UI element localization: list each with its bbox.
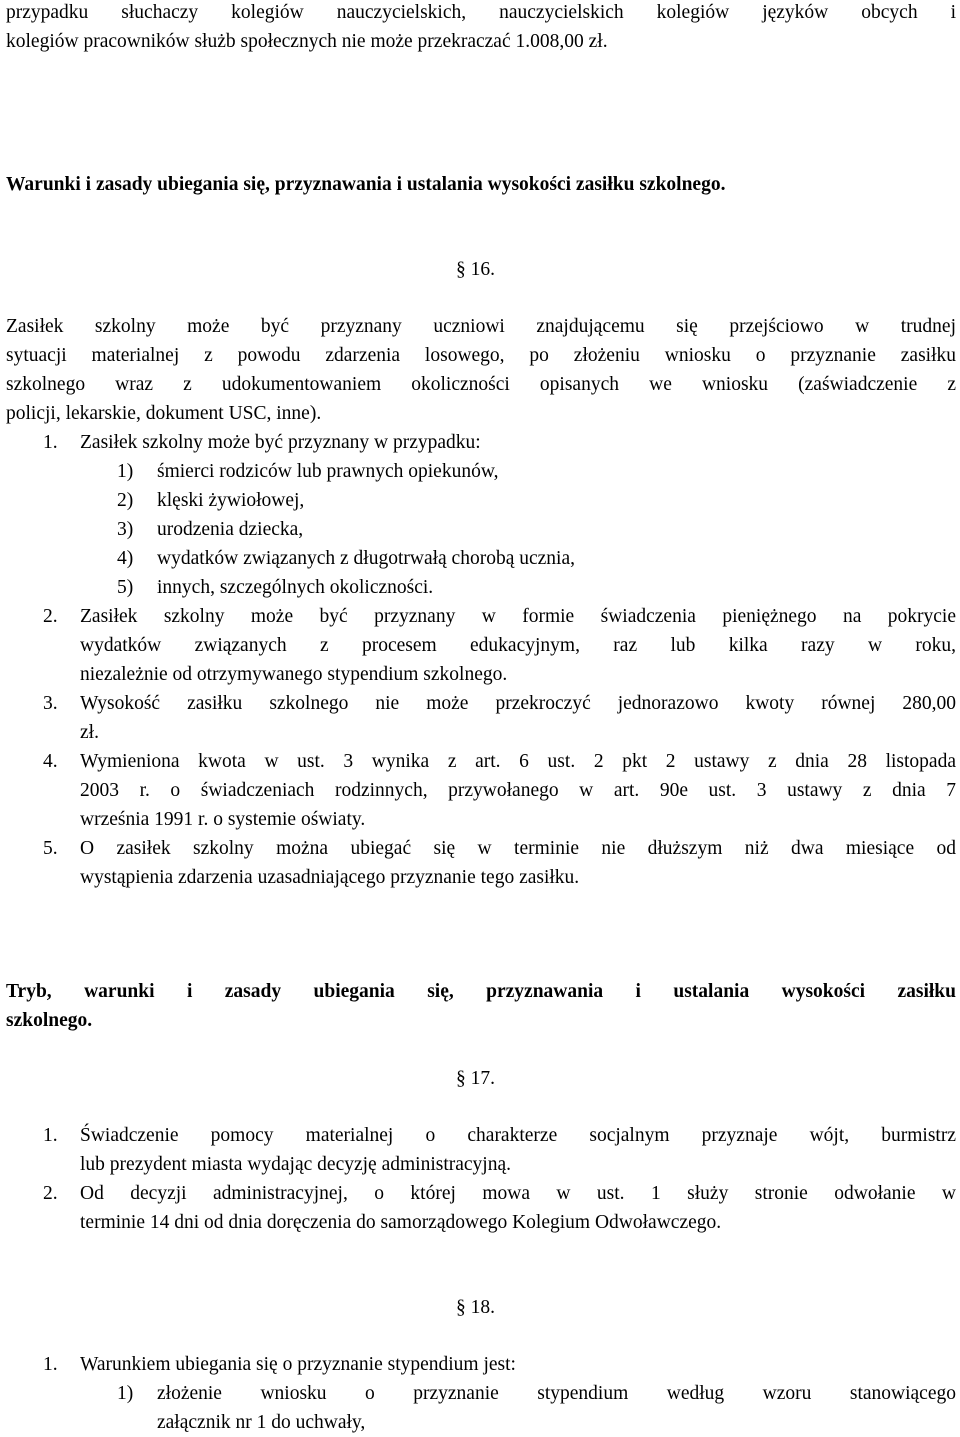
sublist-number: 4) — [117, 548, 134, 569]
paragraph-mark-18: § 18. — [456, 1297, 495, 1318]
list-item-text: Świadczenie pomocy materialnej o charakterze socjalnym przyznaje wójt, burmistrz — [80, 1125, 956, 1146]
list-item-text: Od decyzji administracyjnej, o której mowa w ust. 1 służy stronie odwołanie w — [80, 1183, 956, 1204]
list-item-text: 2003 r. o świadczeniach rodzinnych, przywołanego w art. 90e ust. 3 ustawy z dnia 7 — [80, 780, 956, 801]
intro-line-2: kolegiów pracowników służb społecznych nie może przekraczać 1.008,00 zł. — [6, 31, 608, 52]
list-number: 3. — [43, 693, 58, 714]
list-item-text: wydatków związanych z procesem edukacyjnym, raz lub kilka razy w roku, — [80, 635, 956, 656]
para-line: sytuacji materialnej z powodu zdarzenia losowego, po złożeniu wniosku o przyznanie zasiłku — [6, 345, 956, 366]
section-heading: Tryb, warunki i zasady ubiegania się, przyznawania i ustalania wysokości zasiłku — [6, 981, 956, 1002]
list-item-text: lub prezydent miasta wydając decyzję administracyjną. — [80, 1154, 511, 1175]
list-number: 2. — [43, 606, 58, 627]
list-number: 1. — [43, 1125, 58, 1146]
sublist-number: 2) — [117, 490, 134, 511]
sublist-number: 5) — [117, 577, 134, 598]
sublist-item-text: urodzenia dziecka, — [157, 519, 304, 540]
list-number: 2. — [43, 1183, 58, 1204]
list-item-text: niezależnie od otrzymywanego stypendium szkolnego. — [80, 664, 508, 685]
list-item-text: Wymieniona kwota w ust. 3 wynika z art. 6 ust. 2 pkt 2 ustawy z dnia 28 listopada — [80, 751, 956, 772]
list-item-text: zł. — [80, 722, 99, 743]
list-item-text: O zasiłek szkolny można ubiegać się w terminie nie dłuższym niż dwa miesiące od — [80, 838, 956, 859]
sublist-number: 3) — [117, 519, 134, 540]
list-number: 1. — [43, 1354, 58, 1375]
list-item-text: Wysokość zasiłku szkolnego nie może przekroczyć jednorazowo kwoty równej 280,00 — [80, 693, 956, 714]
section-heading: Warunki i zasady ubiegania się, przyznawania i ustalania wysokości zasiłku szkolnego. — [6, 174, 726, 195]
list-item-text: Zasiłek szkolny może być przyznany w formie świadczenia pieniężnego na pokrycie — [80, 606, 956, 627]
sublist-item-text: wydatków związanych z długotrwałą chorobą ucznia, — [157, 548, 575, 569]
sublist-number: 1) — [117, 1383, 134, 1404]
sublist-item-text: załącznik nr 1 do uchwały, — [157, 1412, 366, 1433]
list-number: 5. — [43, 838, 58, 859]
para-line: policji, lekarskie, dokument USC, inne). — [6, 403, 322, 424]
sublist-item-text: śmierci rodziców lub prawnych opiekunów, — [157, 461, 499, 482]
intro-line-1: przypadku słuchaczy kolegiów nauczycielskich, nauczycielskich kolegiów języków obcych i — [6, 2, 956, 23]
sublist-item-text: klęski żywiołowej, — [157, 490, 305, 511]
paragraph-mark-16: § 16. — [456, 259, 495, 280]
list-item-text: terminie 14 dni od dnia doręczenia do samorządowego Kolegium Odwoławczego. — [80, 1212, 722, 1233]
list-item-text: Zasiłek szkolny może być przyznany w przypadku: — [80, 432, 481, 453]
list-number: 4. — [43, 751, 58, 772]
list-item-text: września 1991 r. o systemie oświaty. — [80, 809, 366, 830]
paragraph-mark-17: § 17. — [456, 1068, 495, 1089]
list-item-text: Warunkiem ubiegania się o przyznanie stypendium jest: — [80, 1354, 516, 1375]
sublist-item-text: złożenie wniosku o przyznanie stypendium według wzoru stanowiącego — [157, 1383, 956, 1404]
sublist-number: 1) — [117, 461, 134, 482]
list-item-text: wystąpienia zdarzenia uzasadniającego przyznanie tego zasiłku. — [80, 867, 580, 888]
para-line: szkolnego wraz z udokumentowaniem okoliczności opisanych we wniosku (zaświadczenie z — [6, 374, 956, 395]
para-line: Zasiłek szkolny może być przyznany uczniowi znajdującemu się przejściowo w trudnej — [6, 316, 956, 337]
section-heading: szkolnego. — [6, 1010, 93, 1031]
sublist-item-text: innych, szczególnych okoliczności. — [157, 577, 434, 598]
list-number: 1. — [43, 432, 58, 453]
